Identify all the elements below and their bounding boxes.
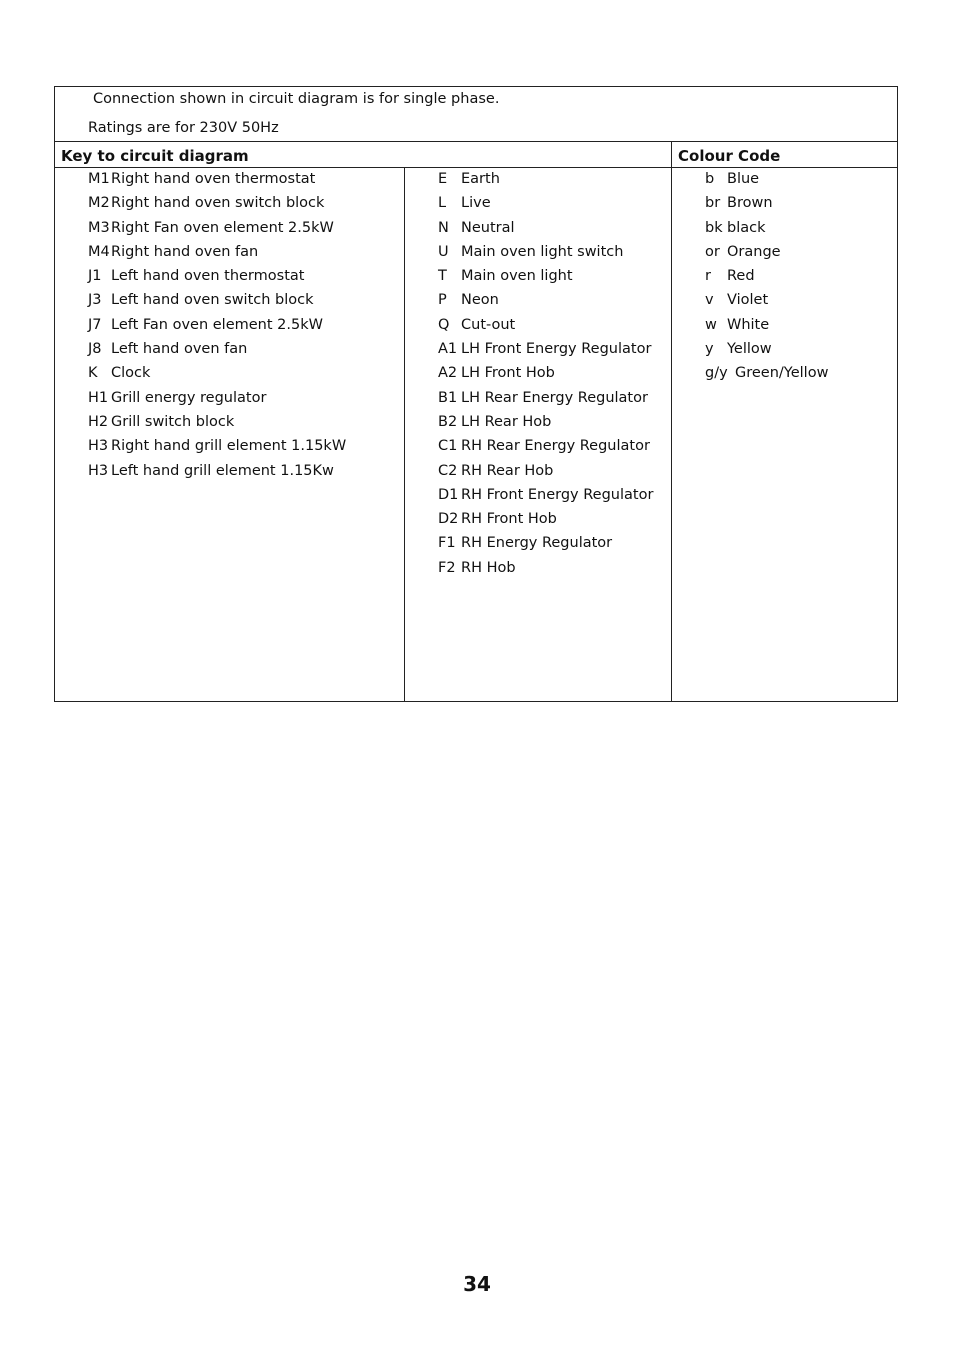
key-item (438, 341, 653, 365)
key-item (438, 171, 653, 195)
key-item-code: T (438, 268, 447, 285)
key-item-label: Left hand oven fan (111, 341, 248, 358)
colour-item (705, 244, 828, 268)
divider (404, 167, 405, 701)
key-item-code: N (438, 219, 449, 236)
colour-item-code: br (705, 195, 721, 212)
key-item (438, 220, 653, 244)
key-item (438, 292, 653, 316)
key-item-label: RH Front Energy Regulator (461, 486, 654, 503)
key-item-code: D1 (438, 486, 459, 503)
colour-code-column (705, 171, 828, 390)
key-item-label: Left Fan oven element 2.5kW (111, 316, 323, 333)
colour-item-code: r (705, 268, 711, 285)
key-item (438, 268, 653, 292)
colour-item-code: b (705, 171, 715, 187)
key-item (88, 268, 346, 292)
key-item-label: Right hand grill element 1.15kW (111, 438, 347, 455)
colour-item-code: w (705, 316, 717, 333)
key-item-label: Right Fan oven element 2.5kW (111, 219, 334, 236)
key-item-label: Left hand grill element 1.15Kw (111, 462, 334, 479)
colour-item-label: Yellow (727, 341, 772, 358)
colour-item-code: g/y (705, 365, 728, 382)
key-item (438, 511, 653, 535)
key-left-column (88, 171, 346, 487)
key-item (438, 414, 653, 438)
key-item (88, 341, 346, 365)
colour-item-code: y (705, 341, 714, 358)
key-item-code: J8 (88, 341, 102, 358)
key-item-code: H1 (88, 389, 109, 406)
key-item-code: J3 (88, 292, 102, 309)
key-item (438, 560, 653, 584)
key-item-code: J1 (88, 268, 102, 285)
key-item-label: Cut-out (461, 316, 516, 333)
key-item-code: B1 (438, 389, 458, 406)
colour-item-label: Red (727, 268, 755, 285)
key-item (88, 292, 346, 316)
key-item-label: LH Rear Energy Regulator (461, 389, 648, 406)
key-item-label: Live (461, 195, 491, 212)
key-item-code: H3 (88, 438, 109, 455)
key-item (438, 487, 653, 511)
key-item-code: H2 (88, 413, 109, 430)
key-item-code: D2 (438, 511, 459, 528)
key-item (88, 244, 346, 268)
colour-item-label: Blue (727, 171, 760, 187)
key-item-code: E (438, 171, 448, 187)
key-item-label: Main oven light switch (461, 243, 624, 260)
colour-item-label: black (727, 219, 766, 236)
divider (671, 141, 672, 701)
key-item-label: Right hand oven thermostat (111, 171, 316, 187)
colour-item (705, 317, 828, 341)
key-item-label: LH Front Energy Regulator (461, 341, 652, 358)
key-item-label: Neon (461, 292, 499, 309)
key-item (88, 438, 346, 462)
key-item-code: F1 (438, 535, 456, 552)
key-item-code: A2 (438, 365, 458, 382)
circuit-key-table (54, 86, 898, 702)
key-item-label: Clock (111, 365, 151, 382)
colour-item (705, 195, 828, 219)
colour-item-label: Green/Yellow (735, 365, 829, 382)
colour-code-heading: Colour Code (678, 147, 781, 165)
colour-item-label: Brown (727, 195, 773, 212)
page-number: 34 (463, 1272, 491, 1296)
colour-item-code: or (705, 243, 720, 260)
key-item (438, 535, 653, 559)
key-item-code: M4 (88, 243, 110, 260)
key-item-code: A1 (438, 341, 458, 358)
key-item-code: U (438, 243, 449, 260)
colour-item (705, 292, 828, 316)
key-item-code: J7 (88, 316, 102, 333)
key-item-code: C2 (438, 462, 458, 479)
key-item-label: LH Front Hob (461, 365, 555, 382)
colour-item-label: White (727, 316, 770, 333)
single-phase-note: Connection shown in circuit diagram is for single phase. (93, 91, 500, 107)
key-item (88, 195, 346, 219)
colour-item (705, 171, 828, 195)
divider (55, 141, 897, 142)
key-item-code: L (438, 195, 447, 212)
key-middle-column (438, 171, 653, 584)
key-item-label: RH Rear Energy Regulator (461, 438, 650, 455)
key-item-label: RH Energy Regulator (461, 535, 613, 552)
key-item (438, 317, 653, 341)
colour-item (705, 365, 828, 389)
key-item-label: Left hand oven thermostat (111, 268, 305, 285)
ratings-note: Ratings are for 230V 50Hz (88, 120, 279, 136)
colour-item (705, 220, 828, 244)
key-item (438, 244, 653, 268)
key-item (88, 171, 346, 195)
key-item-code: F2 (438, 559, 456, 576)
key-item (88, 317, 346, 341)
key-item (438, 390, 653, 414)
key-item-label: Earth (461, 171, 500, 187)
key-item-code: M3 (88, 219, 110, 236)
key-item-label: Grill energy regulator (111, 389, 267, 406)
divider (55, 167, 897, 168)
colour-item-code: v (705, 292, 714, 309)
key-item-label: Right hand oven switch block (111, 195, 325, 212)
key-item (88, 390, 346, 414)
key-item-code: H3 (88, 462, 109, 479)
key-item-code: Q (438, 316, 450, 333)
key-item-label: Main oven light (461, 268, 573, 285)
key-item (88, 463, 346, 487)
colour-item-label: Violet (727, 292, 769, 309)
colour-item-code: bk (705, 219, 723, 236)
key-item (88, 414, 346, 438)
key-item-code: M1 (88, 171, 110, 187)
colour-item (705, 268, 828, 292)
key-item (438, 195, 653, 219)
key-item-code: C1 (438, 438, 458, 455)
key-item-label: Left hand oven switch block (111, 292, 314, 309)
key-item (88, 220, 346, 244)
key-item-label: RH Front Hob (461, 511, 557, 528)
key-item-label: RH Rear Hob (461, 462, 554, 479)
key-item (438, 365, 653, 389)
key-item-code: B2 (438, 413, 458, 430)
key-item-code: K (88, 365, 98, 382)
key-item-label: LH Rear Hob (461, 413, 552, 430)
key-item-label: Grill switch block (111, 413, 235, 430)
key-item-label: Neutral (461, 219, 515, 236)
key-heading: Key to circuit diagram (61, 147, 249, 165)
colour-item (705, 341, 828, 365)
key-item-label: Right hand oven fan (111, 243, 259, 260)
key-item (438, 438, 653, 462)
key-item-code: M2 (88, 195, 110, 212)
key-item (88, 365, 346, 389)
key-item (438, 463, 653, 487)
key-item-label: RH Hob (461, 559, 516, 576)
colour-item-label: Orange (727, 243, 781, 260)
key-item-code: P (438, 292, 447, 309)
